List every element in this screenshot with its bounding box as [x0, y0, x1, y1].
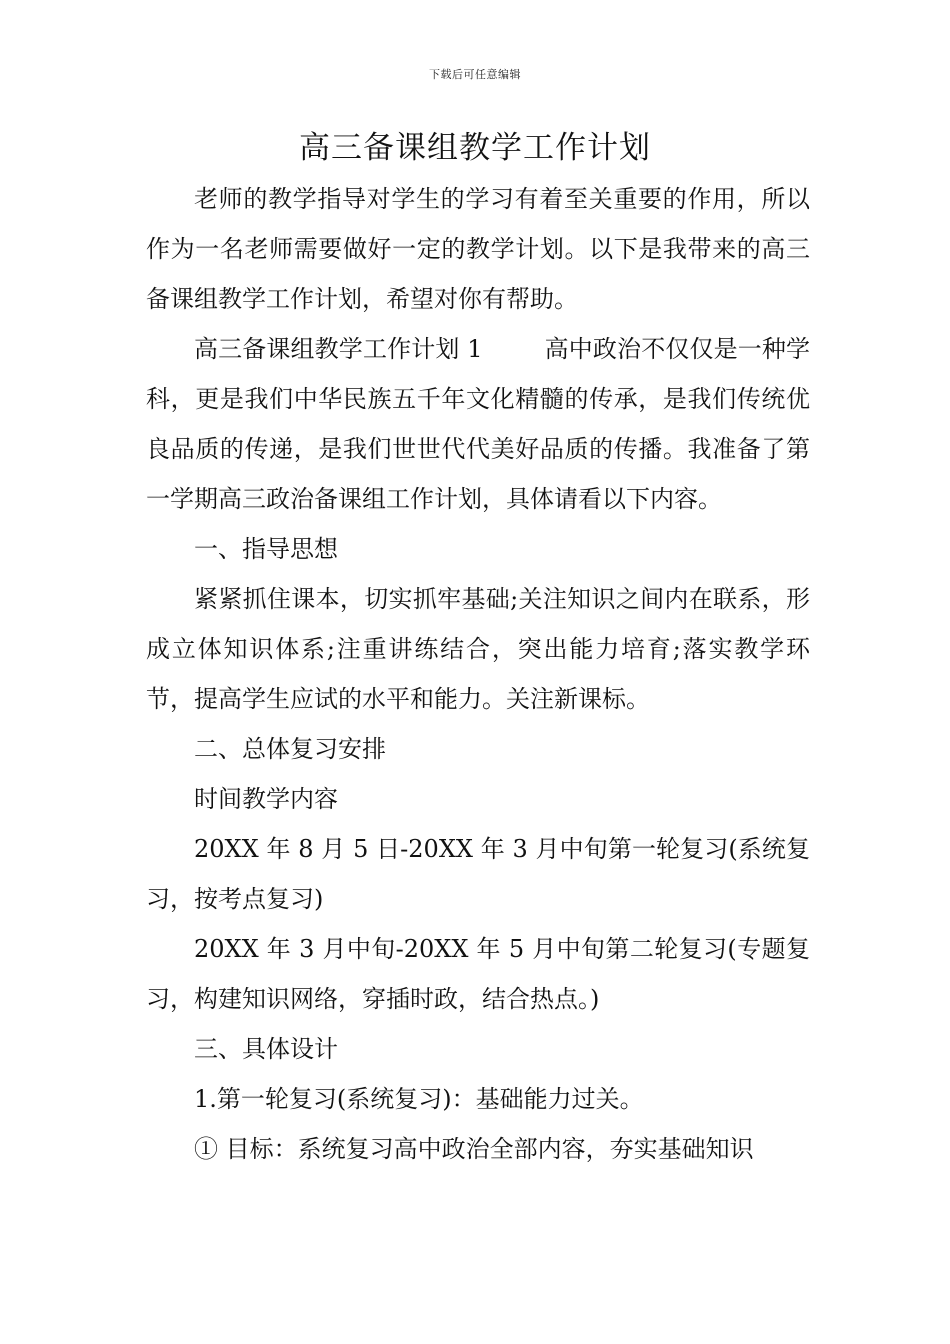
document-title: 高三备课组教学工作计划: [299, 130, 651, 166]
list-item-1-goal: ① 目标：系统复习高中政治全部内容，夯实基础知识: [194, 1135, 754, 1163]
plan1-heading: 高三备课组教学工作计划 1: [194, 335, 483, 363]
list-item-1: 1.第一轮复习(系统复习)：基础能力过关。: [194, 1085, 644, 1113]
plan1-paragraph: [146, 324, 810, 524]
section1-paragraph: 紧紧抓住课本，切实抓牢基础;关注知识之间内在联系，形成立体知识体系;注重讲练结合，突出能力培育;落实教学环节，提高学生应试的水平和能力。关注新课标。: [146, 585, 810, 713]
document-body: [146, 174, 810, 1174]
section1-heading: 一、指导思想: [194, 535, 338, 563]
header-note: 下载后可任意编辑: [429, 68, 521, 81]
schedule-row-1: 20XX 年 8 月 5 日-20XX 年 3 月中旬第一轮复习(系统复习，按考点复习): [146, 835, 810, 913]
plan1-text: 高中政治不仅仅是一种学科，更是我们中华民族五千年文化精髓的传承，是我们传统优良品质的传递，是我们世世代代美好品质的传播。我准备了第一学期高三政治备课组工作计划，具体请看以下内容。: [146, 335, 810, 513]
schedule-header: 时间教学内容: [194, 785, 338, 813]
intro-paragraph: 老师的教学指导对学生的学习有着至关重要的作用，所以作为一名老师需要做好一定的教学计划。以下是我带来的高三备课组教学工作计划，希望对你有帮助。: [146, 185, 810, 313]
section3-heading: 三、具体设计: [194, 1035, 338, 1063]
schedule-row-2: 20XX 年 3 月中旬-20XX 年 5 月中旬第二轮复习(专题复习，构建知识网络，穿插时政，结合热点。): [146, 935, 810, 1013]
section2-heading: 二、总体复习安排: [194, 735, 386, 763]
